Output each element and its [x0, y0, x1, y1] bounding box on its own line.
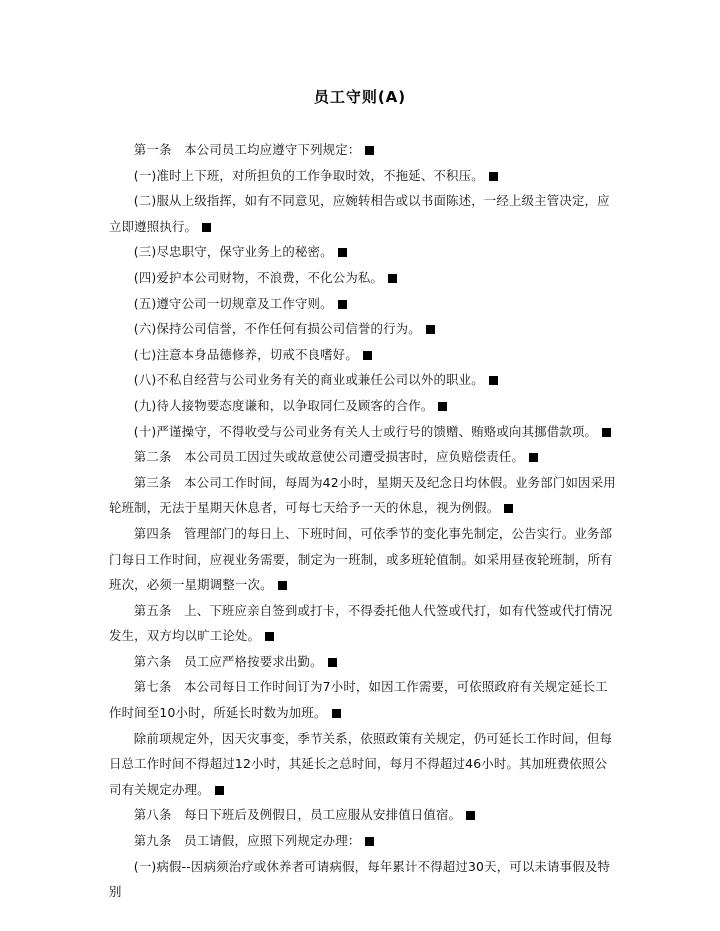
paragraph: [109, 419, 617, 445]
paragraph: [109, 726, 617, 803]
paragraph: [109, 649, 617, 675]
paragraph: [109, 291, 617, 317]
paragraph-mark-icon: [338, 300, 347, 309]
paragraph-mark-icon: [363, 351, 372, 360]
paragraph-text: (三)尽忠职守，保守业务上的秘密。: [133, 244, 333, 260]
paragraph-mark-icon: [328, 658, 337, 667]
paragraph: [109, 137, 617, 163]
paragraph-mark-icon: [278, 581, 287, 590]
paragraph-mark-icon: [602, 428, 611, 437]
paragraph: [109, 188, 617, 239]
paragraph: [109, 367, 617, 393]
paragraph-mark-icon: [426, 325, 435, 334]
paragraph-text: 第四条 管理部门的每日上、下班时间，可依季节的变化事先制定，公告实行。业务部门每日工作时间，应视业务需要，制定为一班制，或多班轮值制。如采用昼夜轮班制，所有班次，必须一星期调整一次。: [109, 525, 613, 593]
paragraph-text: 第七条 本公司每日工作时间订为7小时，如因工作需要，可依照政府有关规定延长工作时间至10小时，所延长时数为加班。: [109, 679, 608, 721]
paragraph: [109, 163, 617, 189]
paragraph-text: 第八条 每日下班后及例假日，员工应服从安排值日值宿。: [133, 807, 462, 823]
document-body: [109, 137, 617, 905]
paragraph: [109, 854, 617, 905]
paragraph-text: 第二条 本公司员工因过失或故意使公司遭受损害时，应负赔偿责任。: [133, 449, 525, 465]
paragraph-text: (六)保持公司信誉，不作任何有损公司信誉的行为。: [133, 321, 421, 337]
paragraph-mark-icon: [202, 223, 211, 232]
paragraph: [109, 239, 617, 265]
paragraph-text: (八)不私自经营与公司业务有关的商业或兼任公司以外的职业。: [133, 372, 484, 388]
paragraph-text: 第一条 本公司员工均应遵守下列规定：: [133, 142, 361, 157]
paragraph-mark-icon: [332, 709, 341, 718]
paragraph-mark-icon: [365, 146, 374, 155]
paragraph-mark-icon: [438, 402, 447, 411]
paragraph-text: 除前项规定外，因天灾事变，季节关系，依照政策有关规定，仍可延长工作时间，但每日总工作时间不得超过12小时，其延长之总时间，每月不得超过46小时。其加班费依照公司有关规定办理。: [109, 730, 613, 797]
paragraph-mark-icon: [215, 786, 224, 795]
paragraph-text: (十)严谨操守，不得收受与公司业务有关人士或行号的馈赠、贿赂或向其挪借款项。: [133, 423, 598, 439]
paragraph-mark-icon: [489, 172, 498, 181]
paragraph: [109, 802, 617, 828]
paragraph-mark-icon: [529, 453, 538, 462]
paragraph: [109, 265, 617, 291]
paragraph-text: (五)遵守公司一切规章及工作守则。: [133, 295, 333, 311]
paragraph-mark-icon: [466, 811, 475, 820]
paragraph: [109, 316, 617, 342]
paragraph-text: (一)病假--因病须治疗或休养者可请病假，每年累计不得超过30天，可以未请事假及特别: [109, 858, 611, 900]
paragraph: [109, 674, 617, 725]
paragraph-text: (一)准时上下班，对所担负的工作争取时效，不拖延、不积压。: [133, 167, 484, 183]
paragraph-mark-icon: [365, 837, 374, 846]
paragraph: [109, 470, 617, 521]
paragraph: [109, 342, 617, 368]
paragraph-text: (二)服从上级指挥，如有不同意见，应婉转相告或以书面陈述，一经上级主管决定，应立即遵照执行。: [109, 193, 610, 234]
paragraph-mark-icon: [489, 376, 498, 385]
paragraph-mark-icon: [265, 632, 274, 641]
paragraph-text: 第六条 员工应严格按要求出勤。: [133, 653, 323, 669]
paragraph-text: 第九条 员工请假，应照下列规定办理：: [133, 833, 361, 849]
paragraph: [109, 598, 617, 649]
paragraph-mark-icon: [388, 274, 397, 283]
paragraph: [109, 393, 617, 419]
paragraph-text: 第三条 本公司工作时间，每周为42小时，星期天及纪念日均休假。业务部门如因采用轮班制，无法于星期天休息者，可每七天给予一天的休息，视为例假。: [109, 474, 616, 516]
paragraph-text: (七)注意本身品德修养，切戒不良嗜好。: [133, 346, 358, 362]
paragraph: [109, 521, 617, 598]
paragraph-text: 第五条 上、下班应亲自签到或打卡，不得委托他人代签或代打，如有代签或代打情况发生，双方均以旷工论处。: [109, 602, 613, 644]
page-title: 员工守则(A): [313, 88, 407, 106]
paragraph-text: (九)待人接物要态度谦和，以争取同仁及顾客的合作。: [133, 397, 434, 413]
paragraph-text: (四)爱护本公司财物，不浪费，不化公为私。: [133, 269, 384, 285]
paragraph: [109, 444, 617, 470]
paragraph-mark-icon: [338, 248, 347, 257]
paragraph: [109, 828, 617, 854]
paragraph-mark-icon: [504, 504, 513, 513]
